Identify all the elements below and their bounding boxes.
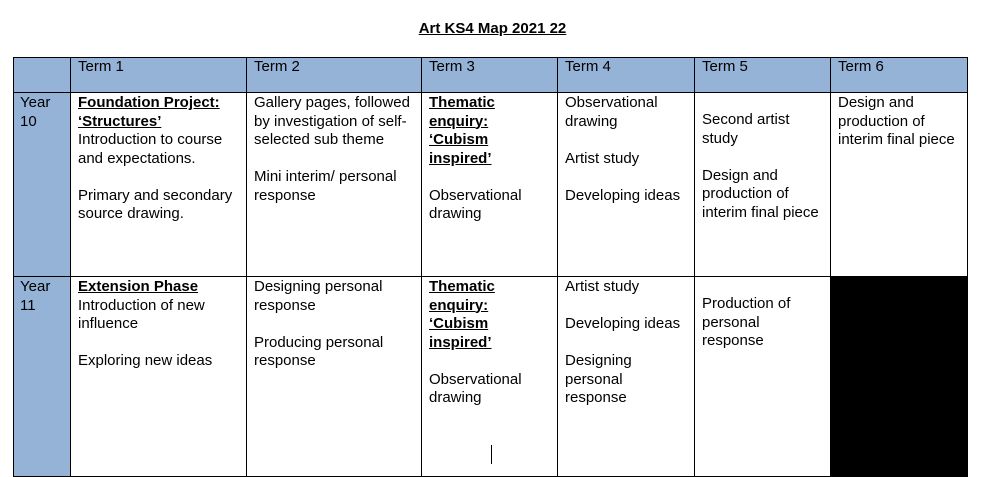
project-heading: Foundation Project: [78, 94, 220, 111]
year-11-term-5 [695, 277, 831, 477]
year-10-term-5 [695, 93, 831, 277]
cell-text: Observational drawing [565, 94, 658, 130]
ks4-map-table [13, 57, 968, 477]
year-10-term-2 [247, 93, 422, 277]
cell-text: Developing ideas [565, 315, 681, 332]
cell-text: Artist study [565, 149, 640, 167]
cell-text: Introduction to course and expectations. [78, 131, 223, 167]
year-10-term-4 [558, 93, 695, 277]
year-10-label: Year 10 [14, 93, 71, 277]
cell-text: Mini interim/ personal response [254, 168, 397, 204]
cell-text: Designing personal response [254, 278, 383, 314]
cell-text: Gallery pages, followed by investigation of self-selected sub theme [254, 94, 410, 148]
page-divider-line [491, 445, 492, 464]
cell-text: Primary and secondary source drawing. [78, 186, 233, 222]
header-term-5: Term 5 [695, 58, 831, 93]
project-subheading: ‘Structures’ [78, 112, 162, 130]
year-10-term-6 [831, 93, 968, 277]
year-11-label: Year 11 [14, 277, 71, 477]
header-term-4: Term 4 [558, 58, 695, 93]
year-11-term-4 [558, 277, 695, 477]
year-10-row [14, 93, 968, 277]
cell-text: Introduction of new influence [78, 296, 205, 332]
enquiry-subheading: ‘Cubism inspired’ [429, 131, 492, 167]
cell-text: Second artist study [702, 111, 790, 147]
corner-cell [14, 58, 71, 93]
year-11-term-6-blackout [831, 277, 968, 477]
year-11-term-1 [71, 277, 247, 477]
cell-text: Developing ideas [565, 186, 681, 204]
cell-text: Production of personal response [702, 295, 791, 349]
cell-text: Design and production of interim final piece [702, 166, 819, 221]
cell-text: Producing personal response [254, 333, 384, 369]
year-11-term-2 [247, 277, 422, 477]
year-11-term-3 [422, 277, 558, 477]
enquiry-heading: Thematic enquiry: [429, 278, 495, 314]
cell-text: Exploring new ideas [78, 352, 213, 369]
enquiry-heading: Thematic enquiry: [429, 94, 495, 130]
cell-text: Designing personal response [565, 352, 632, 406]
header-row [14, 58, 968, 93]
cell-text: Design and production of interim final piece [838, 94, 955, 148]
header-term-6: Term 6 [831, 58, 968, 93]
cell-text: Artist study [565, 278, 640, 295]
header-term-3: Term 3 [422, 58, 558, 93]
cell-text: Observational drawing [429, 370, 522, 406]
header-term-2: Term 2 [247, 58, 422, 93]
enquiry-subheading: ‘Cubism inspired’ [429, 315, 492, 351]
year-10-term-1 [71, 93, 247, 277]
document-title: Art KS4 Map 2021 22 [418, 20, 567, 37]
cell-text: Observational drawing [429, 186, 522, 222]
phase-heading: Extension Phase [78, 278, 199, 295]
header-term-1: Term 1 [71, 58, 247, 93]
year-10-term-3 [422, 93, 558, 277]
